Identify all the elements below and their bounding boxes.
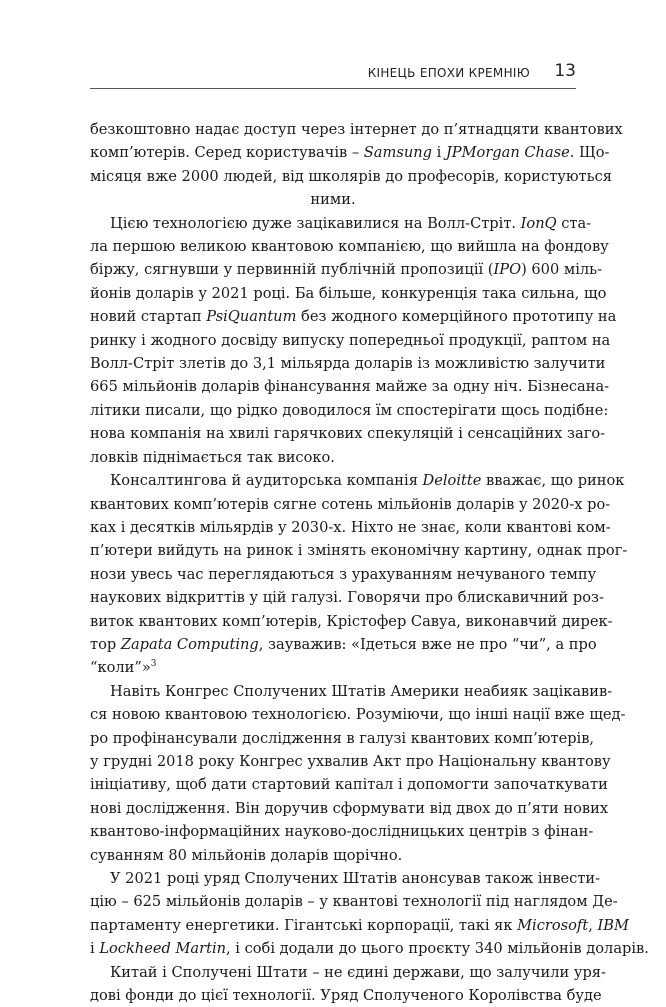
text-line: партаменту енергетики. Гігантські корпорації, такі як Microsoft, IBM bbox=[90, 916, 629, 934]
text-line: безкоштовно надає доступ через інтернет до п’ятнадцяти квантових bbox=[90, 121, 623, 138]
text-line: Волл-Стріт злетів до 3,1 мільярда доларів із можливістю залучити bbox=[90, 355, 606, 373]
text-line: літики писали, що рідко доводилося їм спостерігати щось подібне: bbox=[90, 401, 609, 419]
paragraph-6 bbox=[90, 961, 606, 1007]
paragraph-5 bbox=[90, 867, 649, 961]
paragraph-4 bbox=[90, 680, 626, 867]
text-line: ловків піднімається так високо. bbox=[90, 448, 335, 466]
running-header bbox=[90, 58, 576, 89]
text-line: йонів доларів у 2021 році. Ба більше, конкуренція така сильна, що bbox=[90, 284, 607, 302]
text-line: ся новою квантовою технологією. Розуміючи, що інші нації вже щед- bbox=[90, 706, 626, 724]
page-number: 13 bbox=[554, 61, 576, 81]
text-line: “коли”» bbox=[90, 659, 151, 677]
text-line: суванням 80 мільйонів доларів щорічно. bbox=[90, 846, 403, 864]
text-line: 665 мільйонів доларів фінансування майже за одну ніч. Бізнесана- bbox=[90, 378, 610, 396]
text-line: п’ютери вийдуть на ринок і змінять економічну картину, однак прог- bbox=[90, 542, 628, 560]
text-line: виток квантових комп’ютерів, Крістофер Савуа, виконавчий дирек- bbox=[90, 612, 613, 630]
text-line: У 2021 році уряд Сполучених Штатів анонсував також інвести- bbox=[110, 870, 601, 887]
text-line: тор Zapata Computing, зауважив: «Ідеться вже не про “чи”, а про bbox=[90, 635, 597, 653]
text-line: нова компанія на хвилі гарячкових спекуляцій і сенсаційних заго- bbox=[90, 425, 606, 443]
paragraph-2 bbox=[90, 212, 617, 469]
text-line: Цією технологією дуже зацікавилися на Волл-Стріт. IonQ ста- bbox=[110, 214, 592, 232]
text-line: ними. bbox=[310, 191, 356, 209]
text-line: ках і десятків мільярдів у 2030-х. Ніхто не знає, коли квантові ком- bbox=[90, 518, 611, 536]
text-line: у грудні 2018 року Конгрес ухвалив Акт про Національну квантову bbox=[90, 752, 611, 770]
text-line: новий стартап PsiQuantum без жодного комерційного прототипу на bbox=[90, 308, 617, 326]
running-head-title: КІНЕЦЬ ЕПОХИ КРЕМНІЮ bbox=[367, 66, 530, 80]
text-line: ла першою великою квантовою компанією, що вийшла на фондову bbox=[90, 238, 609, 256]
text-line: ринку і жодного досвіду випуску попередньої продукції, раптом на bbox=[90, 331, 611, 349]
footnote-reference: 3 bbox=[150, 659, 157, 670]
paragraph-3 bbox=[90, 469, 628, 680]
text-line: нові дослідження. Він доручив сформувати від двох до п’яти нових bbox=[90, 799, 609, 817]
text-line: біржу, сягнувши у первинній публічній пропозиції (IPO) 600 міль- bbox=[90, 261, 603, 279]
text-line: цію – 625 мільйонів доларів – у квантові технології під наглядом Де- bbox=[90, 893, 618, 911]
text-line: ініціативу, щоб дати стартовий капітал і допомогти започаткувати bbox=[90, 776, 608, 794]
text-line: дові фонди до цієї технології. Уряд Сполученого Королівства буде bbox=[90, 987, 602, 1005]
text-line: Китай і Сполучені Штати – не єдині держави, що залучили уря- bbox=[110, 963, 606, 981]
text-line: ро профінансували дослідження в галузі квантових комп’ютерів, bbox=[90, 729, 595, 747]
text-line: наукових відкриттів у цій галузі. Говорячи про блискавичний роз- bbox=[90, 589, 604, 607]
text-line: нози увесь час переглядаються з урахуванням нечуваного темпу bbox=[90, 565, 597, 583]
text-line: Консалтингова й аудиторська компанія Deloitte вважає, що ринок bbox=[110, 472, 625, 490]
text-line: Навіть Конгрес Сполучених Штатів Америки неабияк зацікавив- bbox=[110, 682, 613, 700]
text-line: і Lockheed Martin, і собі додали до цього проєкту 340 мільйонів доларів. bbox=[90, 940, 649, 958]
text-line-with-footnote bbox=[90, 656, 576, 679]
text-line: квантових комп’ютерів сягне сотень мільйонів доларів у 2020-х ро- bbox=[90, 495, 611, 513]
text-line: комп’ютерів. Серед користувачів – Samsung і JPMorgan Chase. Що- bbox=[90, 144, 610, 162]
body-text bbox=[90, 118, 649, 1007]
text-line: квантово-інформаційних науково-дослідницьких центрів з фінан- bbox=[90, 823, 594, 841]
text-line: місяця вже 2000 людей, від школярів до професорів, користуються bbox=[90, 167, 612, 185]
paragraph-1 bbox=[90, 118, 623, 212]
